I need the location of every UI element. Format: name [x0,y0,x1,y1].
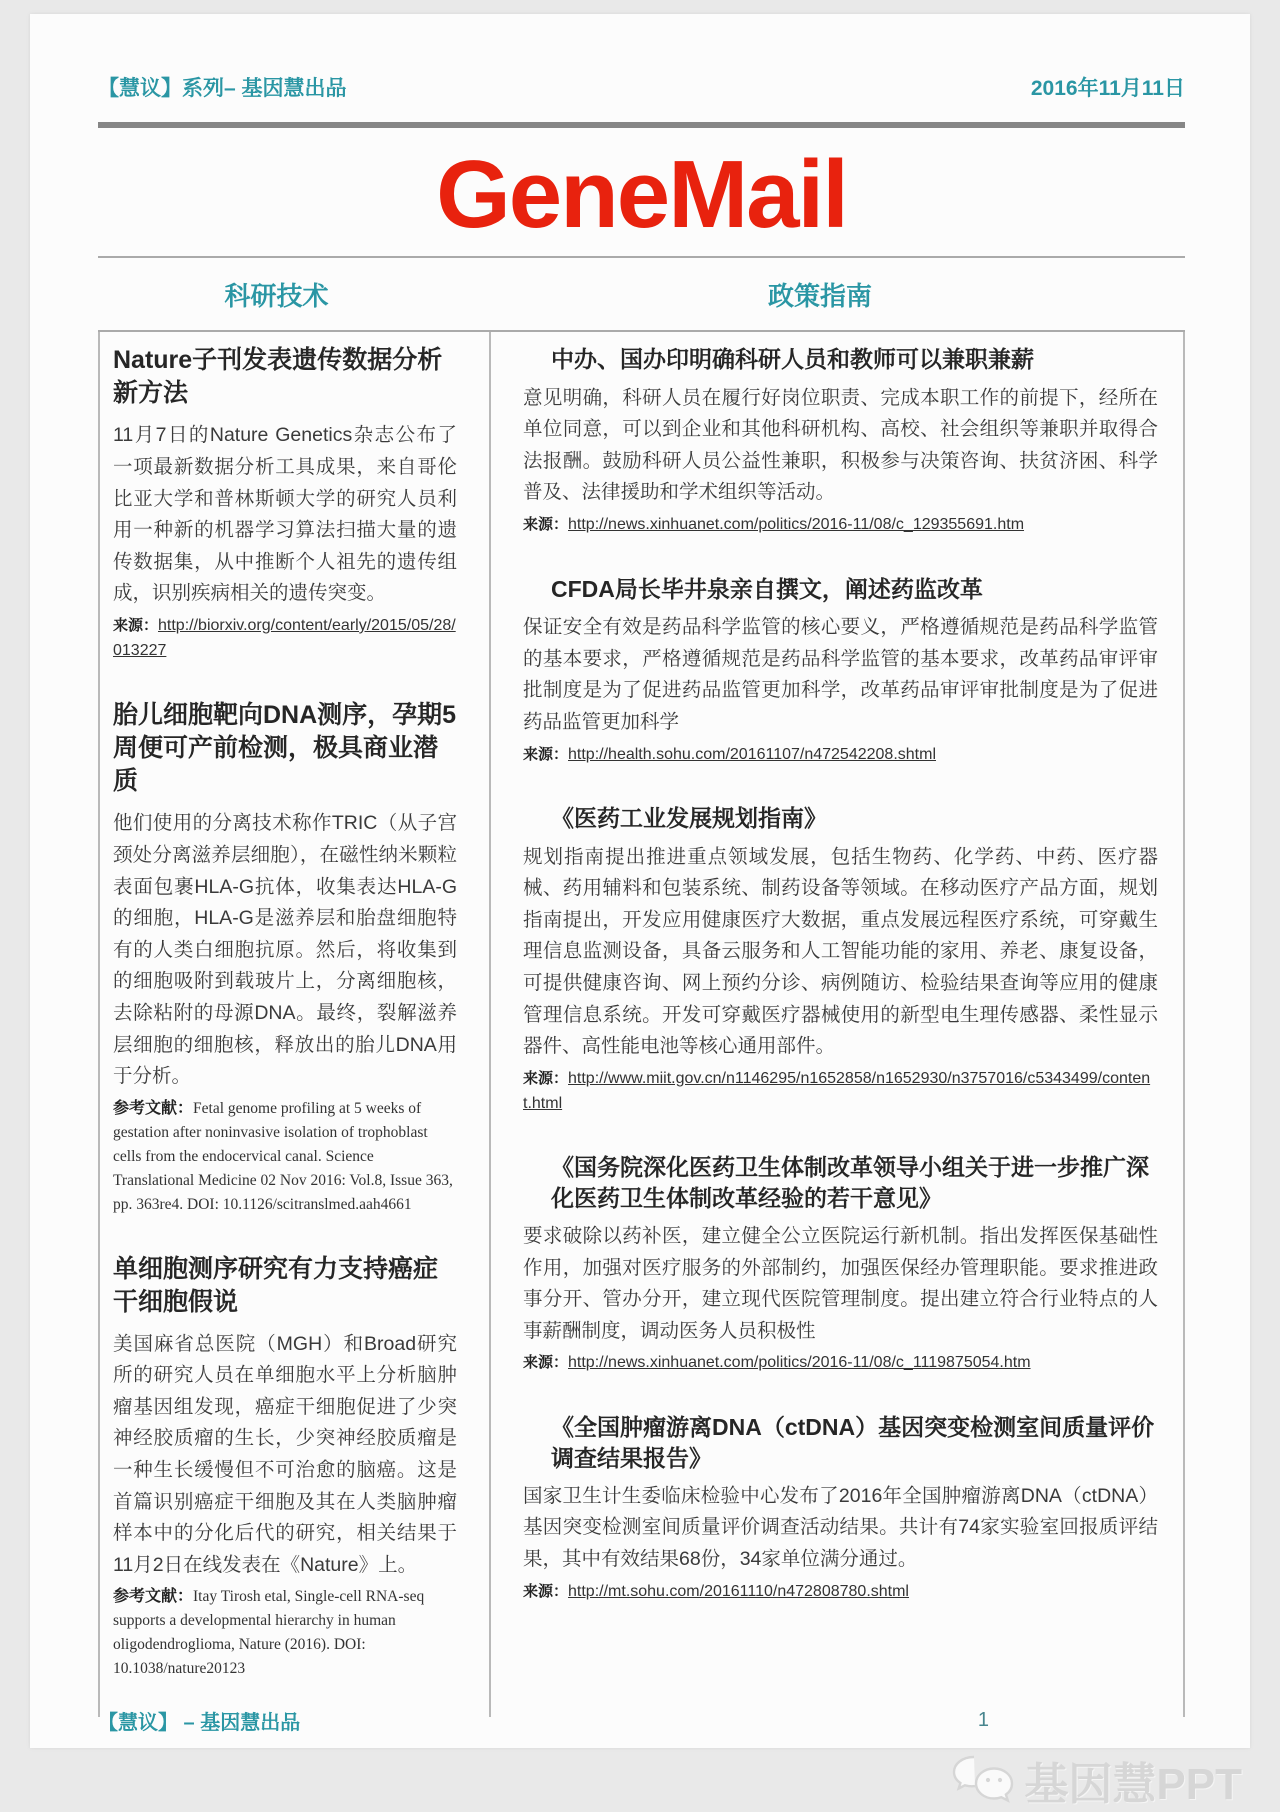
watermark-text: 基因慧PPT [1024,1760,1242,1809]
article-title: Nature子刊发表遗传数据分析新方法 [113,346,443,408]
source-label: 来源： [523,745,569,763]
article-body: 他们使用的分离技术称作TRIC（从子宫颈处分离滋养层细胞），在磁性纳米颗粒表面包裹HLA-G抗体，收集表达HLA-G的细胞，HLA-G是滋养层和胎盘细胞特有的人类白细胞抗原。然后，将收集到的细胞吸附到载玻片上，分离细胞核，去除粘附的母源DNA。最终，裂解滋养层细胞的细胞核，释放出的胎儿DNA用于分析。 [113,812,457,1088]
source-label: 来源： [523,516,569,534]
article-title: 单细胞测序研究有力支持癌症干细胞假说 [113,1254,439,1316]
reference-row [113,1097,457,1217]
article-ctdna-report [523,1412,1158,1604]
article-title: 中办、国办印明确科研人员和教师可以兼职兼薪 [551,346,1034,373]
article-body: 11月7日的Nature Genetics杂志公布了一项最新数据分析工具成果，来自哥伦比亚大学和普林斯顿大学的研究人员利用一种新的机器学习算法扫描大量的遗传数据集，从中推断个人祖先的遗传组成，识别疾病相关的遗传突变。 [113,424,457,605]
article-pharma-industry-plan [523,803,1158,1116]
source-link[interactable]: http://health.sohu.com/20161107/n472542208.shtml [568,745,936,763]
source-label: 来源： [523,1069,569,1087]
source-label: 来源： [523,1582,569,1600]
article-fetal-dna [113,699,457,1216]
article-body: 要求破除以药补医，建立健全公立医院运行新机制。指出发挥医保基础性作用，加强对医疗服务的外部制约，加强医保经办管理职能。要求推进政事分开、管办分开，建立现代医院管理制度。提出建立符合行业特点的人事薪酬制度，调动医务人员积极性 [523,1225,1158,1342]
source-link[interactable]: http://news.xinhuanet.com/politics/2016-11/08/c_129355691.htm [568,516,1025,534]
column-research [100,332,491,1717]
section-header-policy: 政策指南 [767,280,872,311]
article-nature-genetics [113,344,457,663]
article-body: 规划指南提出推进重点领域发展，包括生物药、化学药、中药、医疗器械、药用辅料和包装系统、制药设备等领域。在移动医疗产品方面，规划指南提出，开发应用健康医疗大数据，重点发展远程医疗系统，可穿戴生理信息监测设备，具备云服务和人工智能功能的家用、养老、康复设备，可提供健康咨询、网上预约分诊、病例随访、检验结果查询等应用的健康管理信息系统。开发可穿戴医疗器械使用的新型电生理传感器、柔性显示器件、高性能电池等核心通用部件。 [523,845,1158,1058]
masthead-title: GeneMail [436,141,847,248]
article-title: 《国务院深化医药卫生体制改革领导小组关于进一步推广深化医药卫生体制改革经验的若干意见》 [551,1154,1149,1211]
source-row [523,1351,1158,1376]
column-policy [491,332,1183,1717]
source-row [523,513,1158,538]
article-body: 美国麻省总医院（MGH）和Broad研究所的研究人员在单细胞水平上分析脑肿瘤基因组发现，癌症干细胞促进了少突神经胶质瘤的生长，少突神经胶质瘤是一种生长缓慢但不可治愈的脑癌。这是首篇识别癌症干细胞及其在人类脑肿瘤样本中的分化后代的研究，相关结果于11月2日在线发表在《Nature》上。 [113,1332,457,1576]
content-columns [98,332,1185,1717]
header-date: 2016年11月11日 [1030,77,1185,100]
source-link[interactable]: http://biorxiv.org/content/early/2015/05/28/013227 [113,616,456,659]
article-body: 意见明确，科研人员在履行好岗位职责、完成本职工作的前提下，经所在单位同意，可以到企业和其他科研机构、高校、社会组织等兼职并取得合法报酬。鼓励科研人员公益性兼职，积极参与决策咨询、扶贫济困、科学普及、法律援助和学术组织等活动。 [523,386,1158,504]
page-header [98,14,1185,102]
publisher-watermark [952,1748,1242,1812]
page-number: 1 [977,1709,989,1731]
source-label: 来源： [523,1354,569,1372]
article-title: 《全国肿瘤游离DNA（ctDNA）基因突变检测室间质量评价调查结果报告》 [551,1414,1155,1471]
reference-text: Itay Tirosh etal, Single-cell RNA-seq supports a developmental hierarchy in human oligodendroglioma, Nature (2016). DOI: 10.1038/nature20123 [113,1588,425,1678]
header-series-label: 【慧议】系列– 基因慧出品 [98,77,347,100]
article-title: CFDA局长毕井泉亲自撰文，阐述药监改革 [551,575,983,602]
article-title: 胎儿细胞靶向DNA测序，孕期5周便可产前检测，极具商业潜质 [113,701,457,796]
footer-credit: 【慧议】 – 基因慧出品 [98,1712,301,1734]
wechat-icon [952,1753,1016,1807]
reference-label: 参考文献： [113,1588,194,1606]
page-footer [98,1706,1185,1735]
reference-label: 参考文献： [113,1099,194,1117]
reference-text: Fetal genome profiling at 5 weeks of gestation after noninvasive isolation of trophoblast cells from the endocervical canal. Science Translational Medicine 02 Nov 2016: Vol.8, Issue 363, pp. 363re4. DOI: 10.1126/scitranslmed.aah4661 [113,1099,453,1213]
article-moonlighting-policy [523,344,1158,537]
source-row [523,1067,1158,1117]
section-header-row [98,258,1185,330]
source-link[interactable]: http://mt.sohu.com/20161110/n472808780.shtml [568,1582,909,1600]
source-link[interactable]: http://news.xinhuanet.com/politics/2016-11/08/c_1119875054.htm [568,1354,1031,1372]
source-label: 来源： [113,616,159,634]
section-header-research: 科研技术 [224,280,329,311]
source-row [523,1580,1158,1605]
reference-row [113,1585,457,1681]
source-row [113,614,457,664]
masthead [98,128,1185,256]
source-link[interactable]: http://www.miit.gov.cn/n1146295/n1652858/n1652930/n3757016/c5343499/content.html [523,1069,1151,1112]
article-cfda-reform [523,574,1158,767]
source-row [523,743,1158,768]
article-medical-reform-opinions [523,1152,1158,1376]
article-body: 保证安全有效是药品科学监管的核心要义，严格遵循规范是药品科学监管的基本要求，严格遵循规范是药品科学监管的基本要求，改革药品审评审批制度是为了促进药品监管更加科学，改革药品审评审批制度是为了促进药品监管更加科学 [523,616,1158,733]
article-title: 《医药工业发展规划指南》 [551,805,827,832]
article-body: 国家卫生计生委临床检验中心发布了2016年全国肿瘤游离DNA（ctDNA）基因突变检测室间质量评价调查活动结果。共计有74家实验室回报质评结果，其中有效结果68份，34家单位满分通过。 [523,1484,1158,1571]
article-single-cell [113,1253,457,1682]
newsletter-page [30,14,1250,1748]
